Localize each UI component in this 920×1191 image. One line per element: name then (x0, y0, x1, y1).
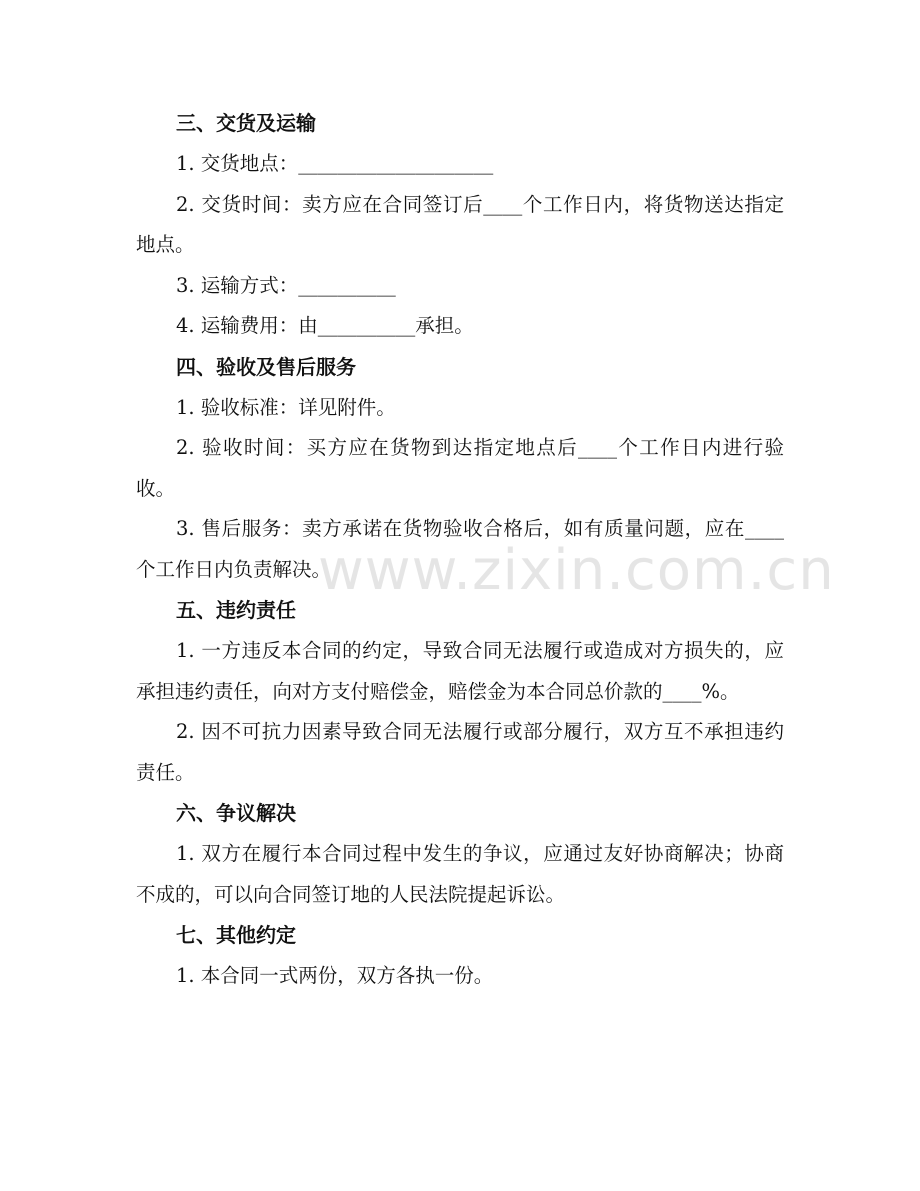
clause-paragraph: 3. 运输方式：__________ (176, 273, 396, 297)
clause-paragraph: 4. 运输费用：由__________承担。 (176, 314, 474, 337)
section-breach-liability (136, 590, 784, 793)
section-heading: 五、违约责任 (176, 598, 296, 622)
section-dispute-resolution (136, 793, 784, 915)
clause-paragraph: 2. 因不可抗力因素导致合同无法履行或部分履行，双方互不承担违约责任。 (136, 720, 784, 784)
section-heading: 三、交货及运输 (176, 111, 316, 135)
section-acceptance-service (136, 347, 784, 591)
clause-paragraph: 2. 验收时间：买方应在货物到达指定地点后____个工作日内进行验收。 (136, 436, 784, 500)
site-watermark: www.zixin.com.cn (318, 538, 835, 603)
section-heading: 七、其他约定 (176, 923, 296, 947)
clause-paragraph: 1. 双方在履行本合同过程中发生的争议，应通过友好协商解决；协商不成的，可以向合同签订地的人民法院提起诉讼。 (136, 842, 784, 906)
section-heading: 四、验收及售后服务 (176, 354, 356, 379)
clause-paragraph: 1. 一方违反本合同的约定，导致合同无法履行或造成对方损失的，应承担违约责任，向对方支付赔偿金，赔偿金为本合同总价款的____%。 (136, 639, 784, 703)
clause-paragraph: 1. 验收标准：详见附件。 (176, 395, 396, 419)
section-heading: 六、争议解决 (176, 801, 296, 825)
section-other-terms (136, 915, 784, 997)
contract-body (136, 103, 784, 997)
clause-paragraph: 1. 本合同一式两份，双方各执一份。 (176, 964, 494, 987)
clause-paragraph: 2. 交货时间：卖方应在合同签订后____个工作日内，将货物送达指定地点。 (136, 192, 784, 256)
clause-paragraph: 3. 售后服务：卖方承诺在货物验收合格后，如有质量问题，应在____个工作日内负责解决。 (136, 517, 784, 581)
clause-paragraph: 1. 交货地点：____________________ (176, 152, 494, 175)
section-delivery-transport (136, 103, 784, 347)
